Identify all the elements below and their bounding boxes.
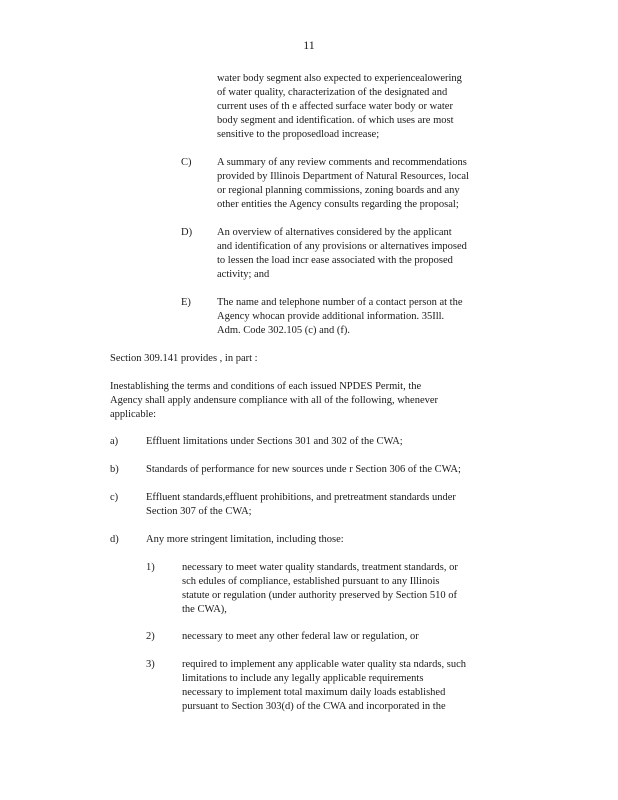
text-line: statute or regulation (under authority preserved by Section 510 of [182,590,457,601]
continuation-paragraph [217,72,483,142]
text-line: applicable: [110,409,157,420]
text-line: Section 307 of the CWA; [146,506,252,517]
list-text [146,435,498,449]
quote-intro [110,380,476,422]
text-line: limitations to include any legally applicable requirements [182,673,424,684]
text-line: to lessen the load incr ease associated with the proposed [217,255,453,266]
sublist-text [182,658,500,714]
text-line: Inestablishing the terms and conditions of each issued NPDES Permit, the [110,381,422,392]
list-text [146,491,498,519]
text-line: Agency whocan provide additional information. 35Ill. [217,311,445,322]
item-label: D) [181,227,193,238]
list-text [146,463,498,477]
list-text [146,533,498,547]
text-line: provided by Illinois Department of Natural Resources, local [217,171,469,182]
text-line: body segment and identification. of which uses are most [217,115,454,126]
text-line: or regional planning commissions, zoning boards and any [217,185,460,196]
list-label: c) [110,492,119,503]
text-line: A summary of any review comments and recommendations [217,157,467,168]
text-line: necessary to meet any other federal law or regulation, or [182,631,419,642]
item-text [217,226,499,282]
text-line: Any more stringent limitation, including those: [146,534,344,545]
text-line: Standards of performance for new sources unde r Section 306 of the CWA; [146,464,461,475]
text-line: other entities the Agency consults regarding the proposal; [217,199,459,210]
text-line: required to implement any applicable water quality sta ndards, such [182,659,466,670]
text-line: of water quality, characterization of the designated and [217,87,448,98]
text-line: Agency shall apply andensure compliance with all of the following, whenever [110,395,439,406]
text-line: The name and telephone number of a contact person at the [217,297,463,308]
text-line: Adm. Code 302.105 (c) and (f). [217,325,350,336]
list-label: b) [110,464,119,475]
sublist-label: 1) [146,562,155,573]
text-line: and identification of any provisions or alternatives imposed [217,241,467,252]
text-line: water body segment also expected to experiencealowering [217,73,462,84]
text-line: necessary to implement total maximum daily loads established [182,687,446,698]
text-line: necessary to meet water quality standards, treatment standards, or [182,562,458,573]
text-line: current uses of th e affected surface water body or water [217,101,453,112]
item-label: C) [181,157,192,168]
text-line: Effluent limitations under Sections 301 and 302 of the CWA; [146,436,403,447]
text-line: activity; and [217,269,270,280]
sublist-label: 3) [146,659,155,670]
text-line: sensitive to the proposedload increase; [217,129,380,140]
list-label: d) [110,534,119,545]
item-text [217,156,499,212]
text-line: pursuant to Section 303(d) of the CWA and incorporated in the [182,701,446,712]
sublist-text [182,561,500,617]
sublist-text [182,630,500,644]
text-line: Section 309.141 provides , in part : [110,353,258,364]
item-label: E) [181,297,191,308]
section-intro [110,352,410,366]
text-line: Effluent standards,effluent prohibitions, and pretreatment standards under [146,492,456,503]
sublist-label: 2) [146,631,155,642]
list-label: a) [110,436,119,447]
text-line: the CWA), [182,604,227,615]
page-number: 11 [303,38,315,52]
text-line: An overview of alternatives considered by the applicant [217,227,452,238]
text-line: sch edules of compliance, established pursuant to any Illinois [182,576,440,587]
item-text [217,296,499,338]
